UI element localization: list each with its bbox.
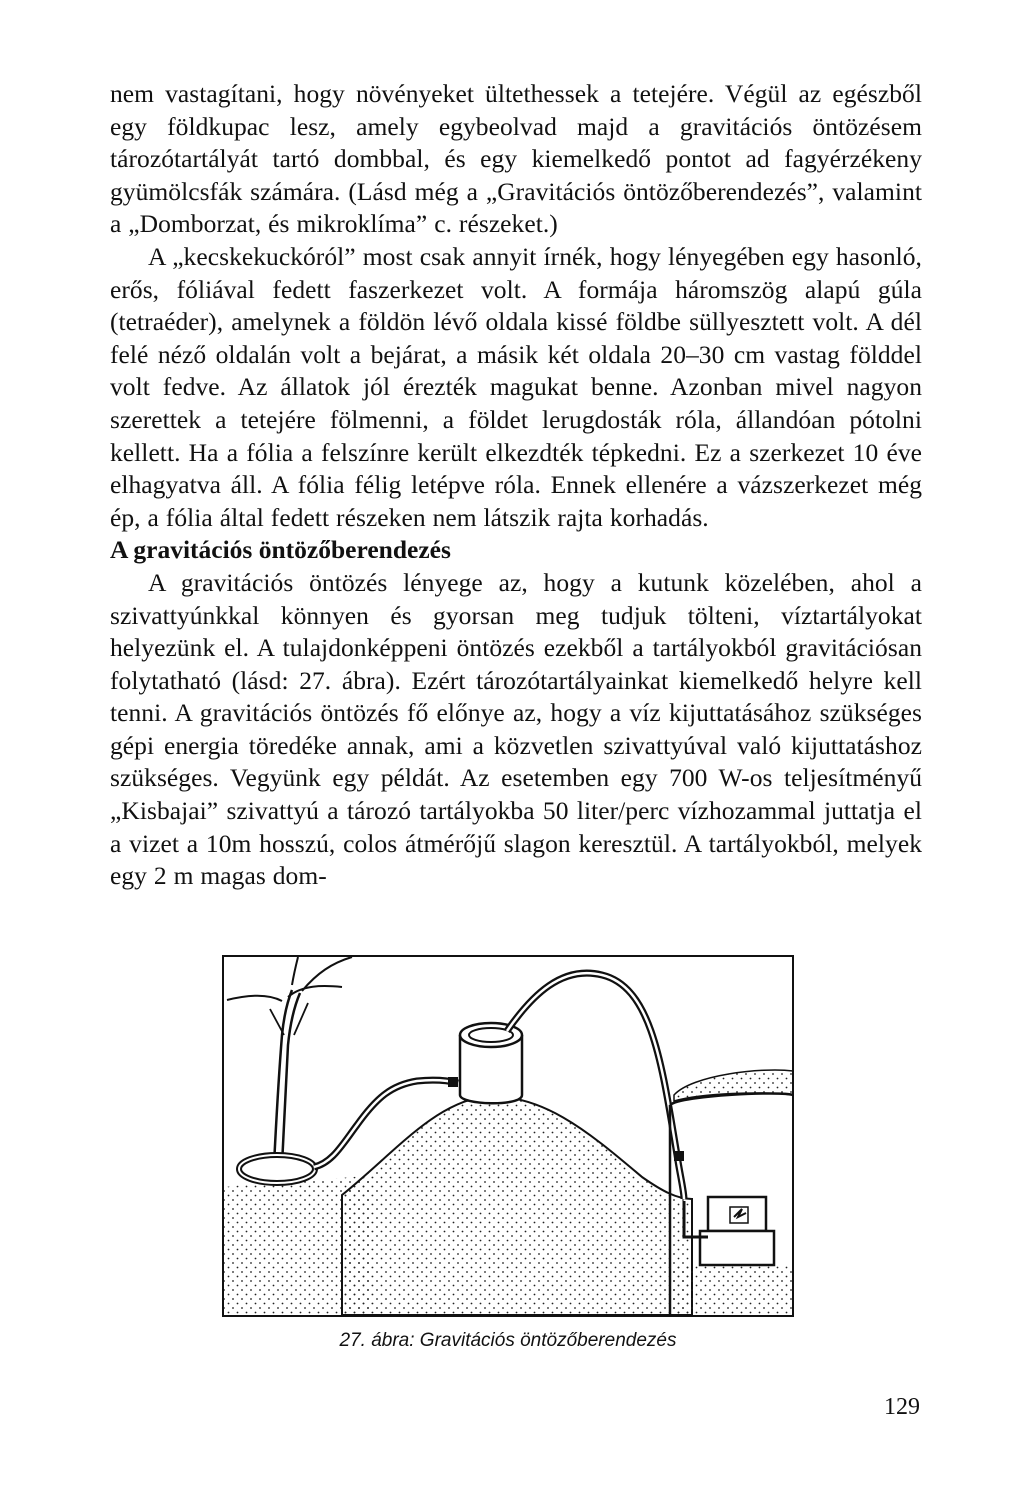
figure-caption: 27. ábra: Gravitációs öntözőberendezés xyxy=(339,1330,677,1351)
pump-base xyxy=(700,1231,774,1265)
page-body xyxy=(110,78,922,893)
pipe-valve xyxy=(674,1151,684,1161)
section-heading: A gravitációs öntözőberendezés xyxy=(110,535,451,565)
tank-valve xyxy=(448,1077,458,1087)
irrigation-illustration xyxy=(222,955,794,1317)
paragraph-1: nem vastagítani, hogy növényeket ültethessek a tetejére. Végül az egészből egy földkupac lesz, amely egybeolvad majd a gravitációs öntözésem tározótartályát tartó dombbal, és egy kiemelkedő pontot ad fagyérzékeny gyümölcsfák számára. (Lásd még a „Gravitációs öntözőberendezés”, valamint a „Domborzat, és mikroklíma” c. részeket.) xyxy=(110,79,922,239)
paragraph-2: A „kecskekuckóról” most csak annyit írnék, hogy lényegében egy hasonló, erős, fóliával fedett faszerkezet volt. A formája háromszög alapú gúla (tetraéder), amelynek a földön lévő oldala kissé földbe süllyesztett volt. A dél felé néző oldalán volt a bejárat, a másik két oldala 20–30 cm vastag földdel volt fedve. Az állatok jól érezték magukat benne. Azonban mivel nagyon szerettek a tetejére fölmenni, a földet lerugdosták róla, állandóan pótolni kellett. Ha a fólia a felszínre került elkezdték tépkedni. Ez a szerkezet 10 éve elhagyatva áll. A fólia félig letépve róla. Ennek ellenére a vázszerkezet még ép, a fólia által fedett részeken nem látszik rajta korhadás. xyxy=(110,241,922,532)
figure-gravity-irrigation xyxy=(222,955,794,1317)
page-number: 129 xyxy=(884,1394,920,1420)
paragraph-3: A gravitációs öntözés lényege az, hogy a kutunk közelében, ahol a szivattyúnkkal könnyen és gyorsan meg tudjuk tölteni, víztartályokat helyezünk el. A tulajdonképpeni öntözés ezekből a tartályokból gravitációsan folytatható (lásd: 27. ábra). Ezért tározótartályainkat kiemelkedő helyre kell tenni. A gravitációs öntözés fő előnye az, hogy a víz kijuttatásához szükséges gépi energia töredéke annak, ami a közvetlen szivattyúval való kijuttatáshoz szükséges. Vegyünk egy példát. Az esetemben egy 700 W-os teljesítményű „Kisbajai” szivattyú a tározó tartályokba 50 liter/perc vízhozammal juttatja el a vizet a 10m hosszú, colos átmérőjű slagon keresztül. A tartályokból, melyek egy 2 m magas dom- xyxy=(110,567,922,891)
